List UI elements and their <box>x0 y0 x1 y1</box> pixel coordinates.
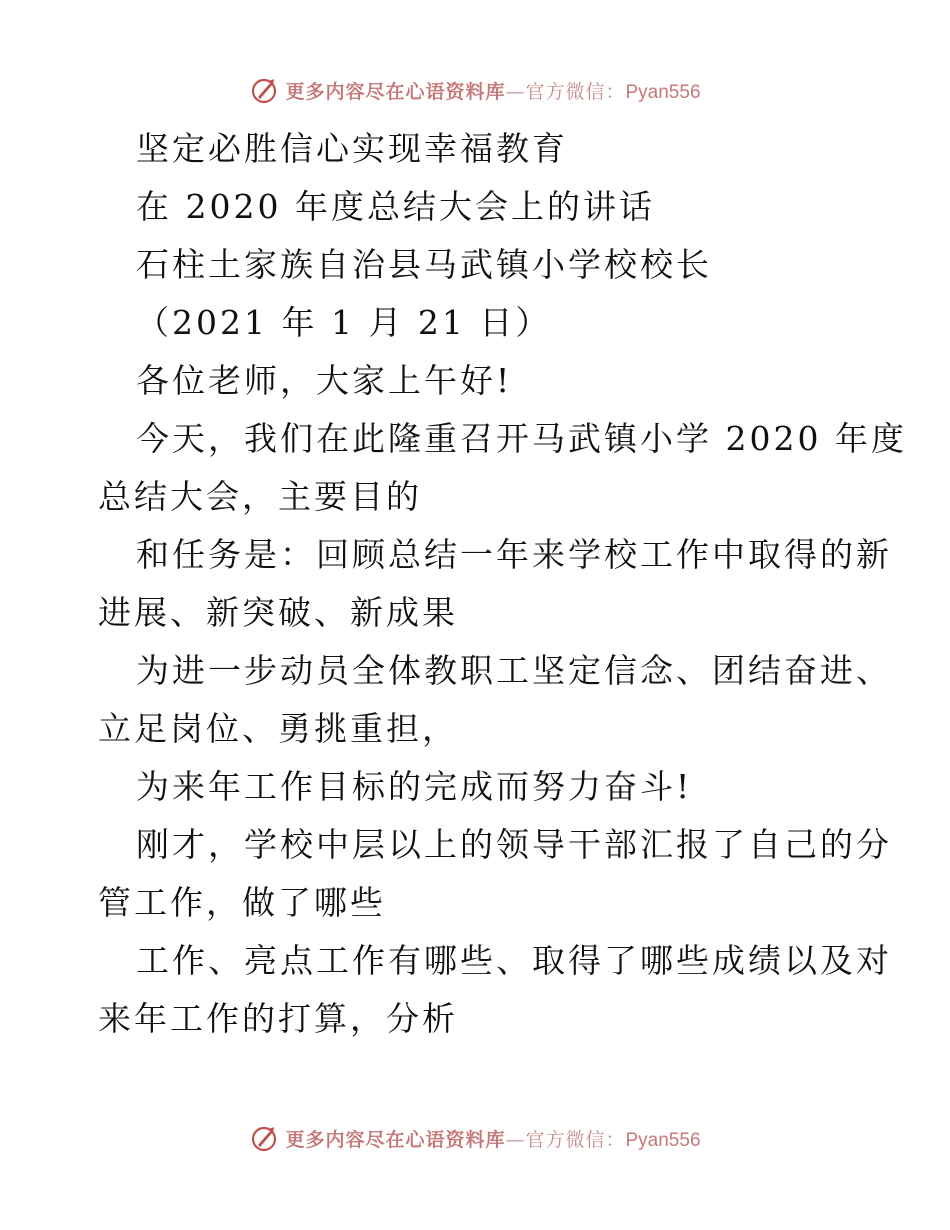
doc-line: 坚定必胜信心实现幸福教育 <box>136 129 568 168</box>
quill-logo-icon <box>249 75 279 105</box>
quill-logo-icon <box>249 1123 279 1153</box>
doc-line: 为进一步动员全体教职工坚定信念、团结奋进、 <box>136 651 892 690</box>
watermark-separator: — <box>505 1128 526 1151</box>
watermark-text <box>285 1125 700 1152</box>
doc-line: 总结大会，主要目的 <box>98 477 422 516</box>
doc-line: 为来年工作目标的完成而努力奋斗! <box>136 767 693 806</box>
doc-line: 刚才，学校中层以上的领导干部汇报了自己的分 <box>136 825 892 864</box>
watermark-id: Pyan556 <box>625 1129 701 1151</box>
watermark-official: 官方微信： <box>525 1128 626 1151</box>
doc-line: 管工作，做了哪些 <box>98 883 386 922</box>
footer-watermark <box>0 1120 950 1156</box>
watermark-id: Pyan556 <box>625 81 701 103</box>
doc-line: 工作、亮点工作有哪些、取得了哪些成绩以及对 <box>136 941 892 980</box>
doc-line: 在 2020 年度总结大会上的讲话 <box>136 187 655 226</box>
document-body <box>98 120 907 1048</box>
doc-line: 各位老师，大家上午好! <box>136 361 513 400</box>
watermark-text <box>285 77 700 104</box>
watermark-separator: — <box>505 80 526 103</box>
doc-line: （2021 年 1 月 21 日） <box>136 303 552 342</box>
header-watermark <box>0 72 950 108</box>
doc-line: 来年工作的打算，分析 <box>98 999 458 1038</box>
watermark-official: 官方微信： <box>525 80 626 103</box>
doc-line: 今天，我们在此隆重召开马武镇小学 2020 年度 <box>136 419 907 458</box>
doc-line: 立足岗位、勇挑重担， <box>98 709 458 748</box>
doc-line: 进展、新突破、新成果 <box>98 593 458 632</box>
watermark-brand: 更多内容尽在心语资料库 <box>285 1128 506 1151</box>
doc-line: 石柱土家族自治县马武镇小学校校长 <box>136 245 712 284</box>
doc-line: 和任务是：回顾总结一年来学校工作中取得的新 <box>136 535 892 574</box>
watermark-brand: 更多内容尽在心语资料库 <box>285 80 506 103</box>
